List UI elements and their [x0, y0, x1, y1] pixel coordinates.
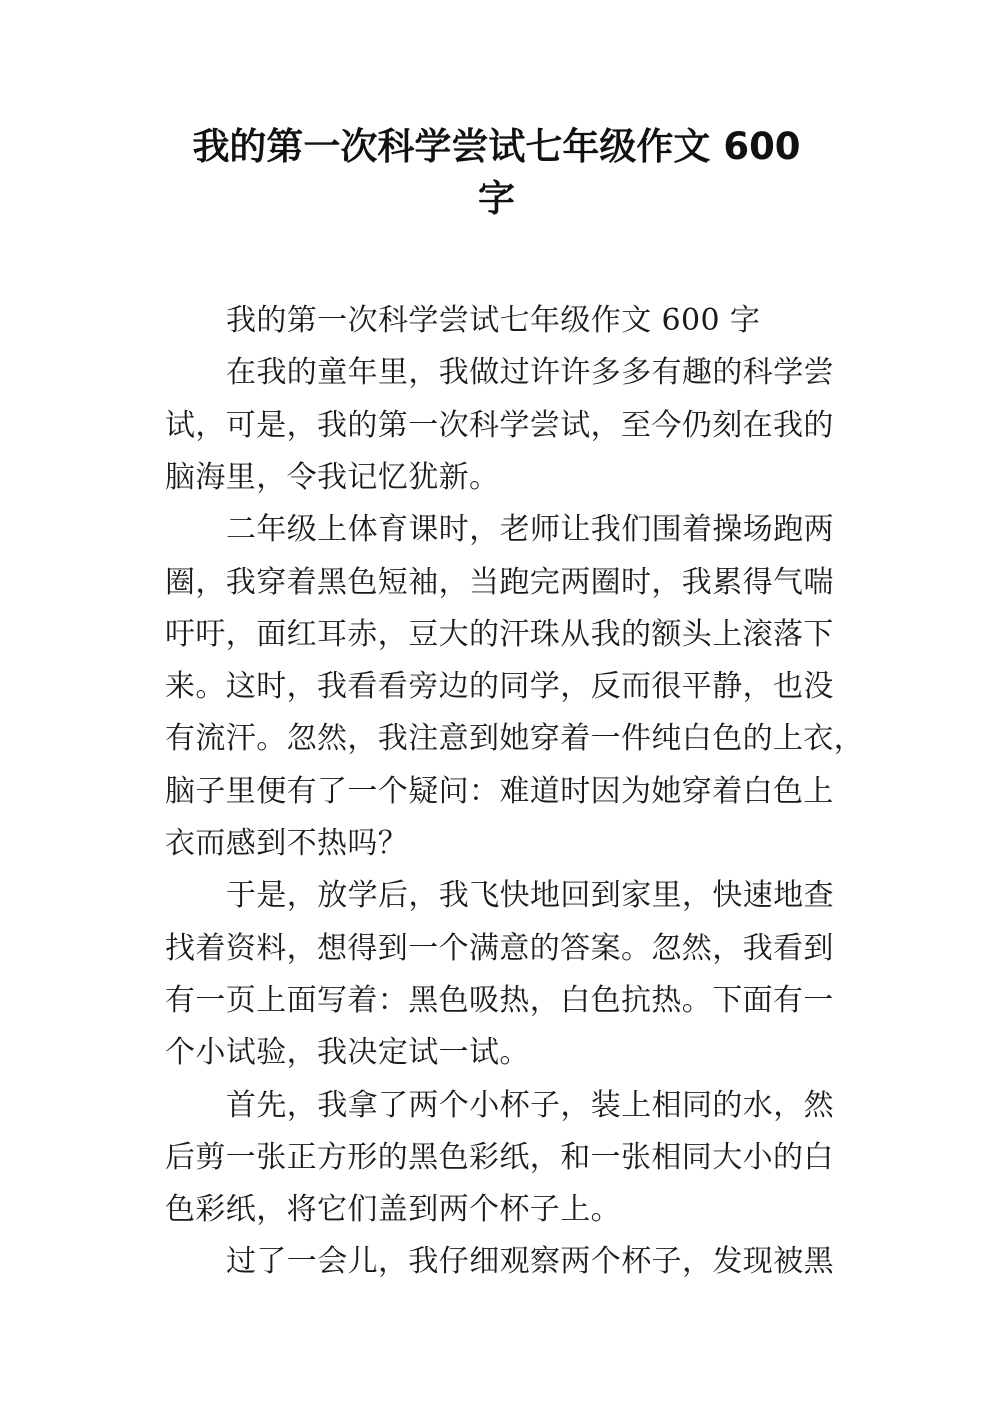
body-line: 吁吁，面红耳赤，豆大的汗珠从我的额头上滚落下 — [165, 616, 834, 652]
body-line: 试，可是，我的第一次科学尝试，至今仍刻在我的 — [165, 407, 834, 443]
body-line: 首先，我拿了两个小杯子，装上相同的水，然 — [226, 1087, 834, 1123]
body-line: 有流汗。忽然，我注意到她穿着一件纯白色的上衣， — [165, 721, 865, 757]
title-line-2: 字 — [478, 177, 515, 220]
body-line: 来。这时，我看看旁边的同学，反而很平静，也没 — [165, 669, 834, 705]
body-line: 个小试验，我决定试一试。 — [165, 1035, 530, 1071]
body-line: 色彩纸，将它们盖到两个杯子上。 — [165, 1192, 621, 1228]
body-line: 脑子里便有了一个疑问：难道时因为她穿着白色上 — [165, 773, 834, 809]
body-line: 圈，我穿着黑色短袖，当跑完两圈时，我累得气喘 — [165, 564, 834, 600]
body-line: 二年级上体育课时，老师让我们围着操场跑两 — [226, 512, 834, 548]
body-line: 有一页上面写着：黑色吸热，白色抗热。下面有一 — [165, 982, 834, 1018]
body-line: 在我的童年里，我做过许许多多有趣的科学尝 — [226, 355, 834, 391]
body-line: 衣而感到不热吗？ — [165, 826, 409, 861]
document-title — [0, 121, 993, 225]
body-line: 后剪一张正方形的黑色彩纸，和一张相同大小的白 — [165, 1139, 834, 1175]
body-line: 于是，放学后，我飞快地回到家里，快速地查 — [226, 878, 834, 914]
body-line: 过了一会儿，我仔细观察两个杯子，发现被黑 — [226, 1244, 834, 1280]
title-line-1: 我的第一次科学尝试七年级作文 600 — [192, 125, 801, 168]
body-line: 脑海里，令我记忆犹新。 — [165, 459, 500, 495]
body-line: 找着资料，想得到一个满意的答案。忽然，我看到 — [165, 930, 834, 966]
body-line: 我的第一次科学尝试七年级作文 600 字 — [226, 303, 761, 338]
